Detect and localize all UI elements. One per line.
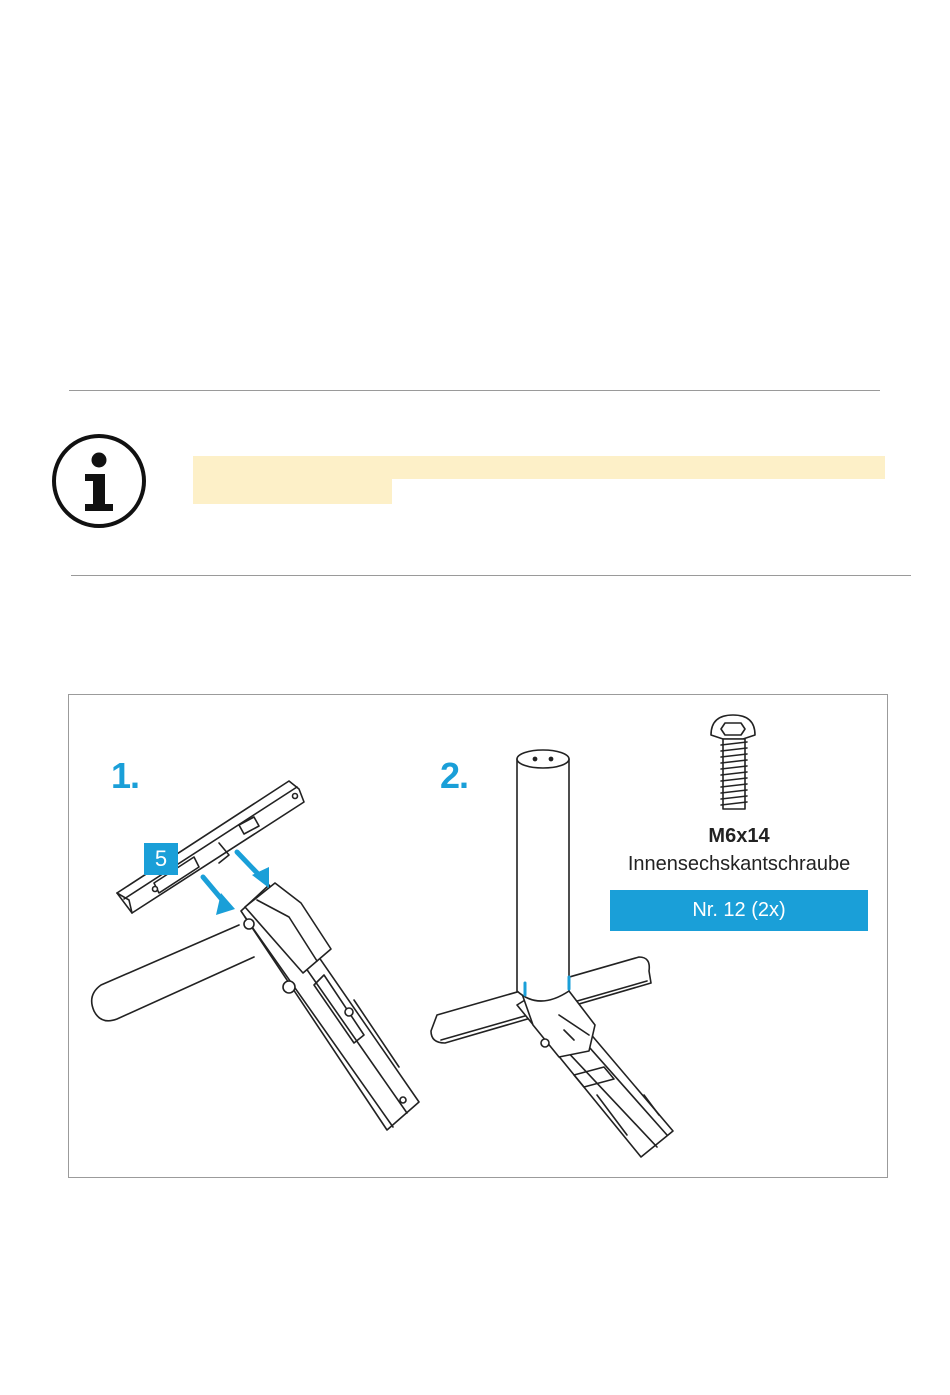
info-icon [51, 433, 147, 529]
top-divider [69, 390, 880, 391]
screw-name: Innensechskantschraube [627, 853, 851, 875]
assembly-illustration [69, 695, 887, 1177]
bottom-divider [71, 575, 911, 576]
screw-quantity-bar: Nr. 12 (2x) [610, 890, 868, 931]
assembly-figure [68, 694, 888, 1178]
highlight-line-2 [193, 479, 392, 504]
part-number-badge: 5 [144, 843, 178, 875]
screw-code: M6x14 [708, 825, 770, 847]
step-2-label: 2. [440, 755, 469, 796]
highlight-line-1 [193, 456, 885, 479]
step-1-label: 1. [111, 755, 140, 796]
